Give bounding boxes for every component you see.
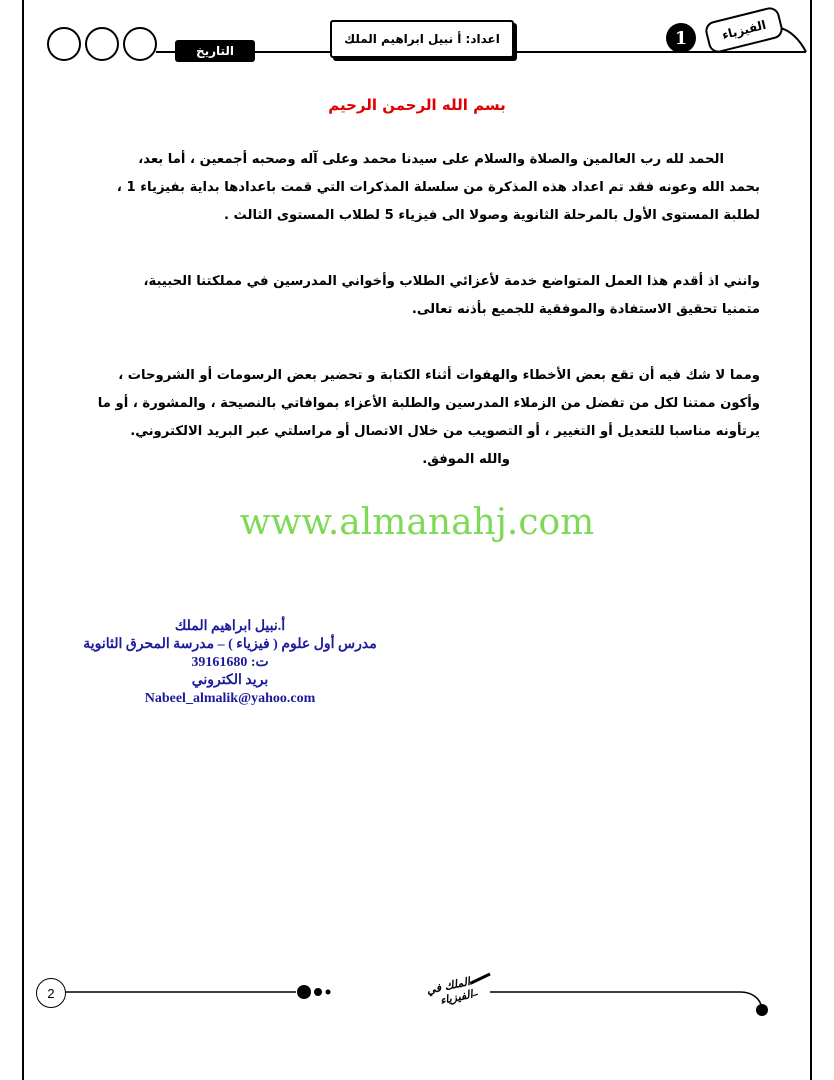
paragraph-3 bbox=[34, 362, 760, 474]
footer-end-dot bbox=[756, 1004, 768, 1016]
text-line: يرتأونه مناسبا للتعديل أو التغيير ، أو التصويب من خلال الاتصال أو مراسلتي عبر البريد الالكتروني. bbox=[130, 424, 760, 439]
author-label: اعداد: أ نبيل ابراهيم الملك bbox=[344, 32, 500, 46]
watermark-url: www.almanahj.com bbox=[239, 502, 595, 543]
text-line: والله الموفق. bbox=[422, 452, 510, 467]
intro-text bbox=[34, 146, 760, 474]
basmala-heading: بسم الله الرحمن الرحيم bbox=[328, 96, 506, 114]
page-number: 2 bbox=[47, 985, 55, 1001]
header-circle-1 bbox=[48, 28, 80, 60]
header-circle-2 bbox=[86, 28, 118, 60]
date-label: التاريخ bbox=[195, 44, 235, 58]
author-title: مدرس أول علوم ( فيزياء ) – مدرسة المحرق الثانوية bbox=[83, 637, 377, 652]
page-number-badge bbox=[36, 978, 66, 1008]
text-line: بحمد الله وعونه فقد تم اعداد هذه المذكرة من سلسلة المذكرات التي قمت باعدادها بداية بفيزياء 1 ، bbox=[116, 180, 760, 195]
text-line: لطلبة المستوى الأول بالمرحلة الثانوية وصولا الى فيزياء 5 لطلاب المستوى الثالث . bbox=[223, 208, 760, 223]
text-line: متمنيا تحقيق الاستفادة والموفقية للجميع بأذنه تعالى. bbox=[411, 302, 760, 317]
email-label: بريد الكتروني bbox=[191, 673, 269, 688]
author-phone: ت: 39161680 bbox=[191, 655, 269, 670]
paragraph-2 bbox=[34, 268, 760, 324]
subject-label: الفيزياء bbox=[720, 17, 768, 43]
date-tab bbox=[175, 40, 255, 62]
unit-number: 1 bbox=[674, 27, 688, 49]
header-swash bbox=[780, 28, 806, 52]
page-header bbox=[0, 0, 834, 90]
text-line: وأكون ممتنا لكل من تفضل من الزملاء المدرسين والطلبة الأعزاء بموافاتي بالنصيحة ، والمشورة ، أو ما bbox=[97, 396, 760, 411]
footer-dot-medium bbox=[314, 988, 322, 996]
author-email[interactable]: Nabeel_almalik@yahoo.com bbox=[144, 691, 316, 706]
paragraph-1 bbox=[34, 146, 760, 230]
author-signature bbox=[40, 618, 420, 708]
text-line: ومما لا شك فيه أن تقع بعض الأخطاء والهفوات أثناء الكتابة و تحضير بعض الرسومات أو الشروحات ، bbox=[118, 368, 760, 383]
unit-number-badge bbox=[666, 23, 696, 53]
text-line: وانني اذ أقدم هذا العمل المتواضع خدمة لأعزائي الطلاب وأخواني المدرسين في مملكتنا الحبيبة، bbox=[143, 274, 760, 289]
footer-brand-label: الملك في الفيزياء bbox=[425, 974, 474, 1008]
footer-dot-small bbox=[326, 990, 331, 995]
text-line: الحمد لله رب العالمين والصلاة والسلام على سيدنا محمد وعلى آله وصحبه أجمعين ، أما بعد، bbox=[138, 152, 724, 167]
footer-dot-large bbox=[297, 985, 311, 999]
author-name: أ.نبيل ابراهيم الملك bbox=[174, 619, 286, 634]
header-circle-3 bbox=[124, 28, 156, 60]
author-box bbox=[330, 20, 514, 58]
